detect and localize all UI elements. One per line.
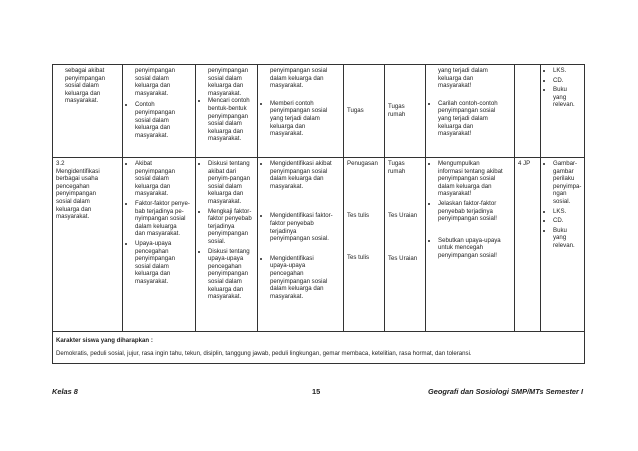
text-line: penyimpangan sosial	[270, 67, 328, 74]
cell-time-cont	[515, 65, 541, 158]
text-line: Mengumpulkan	[438, 160, 480, 167]
text-line: keluarga dan	[438, 122, 474, 130]
text-line: masyarakat.	[270, 130, 304, 138]
syllabus-table	[52, 64, 585, 364]
table-row-character	[53, 332, 585, 364]
text-line: penyimpangan	[65, 74, 105, 82]
text-line: penyimpangan sosial!	[438, 251, 497, 259]
text-line: Mengkaji faktor-	[208, 207, 252, 215]
text-line: pencegahan	[208, 262, 242, 270]
text-line: keluarga dan	[65, 89, 101, 97]
text-line: relevan.	[553, 241, 575, 249]
cell-activity-cont	[196, 65, 258, 158]
footer-page-number: 15	[312, 387, 321, 396]
text-line: nyimpangan sosial	[135, 215, 186, 223]
text-line: terjadinya	[208, 222, 235, 230]
text-line: penyimpangan sosial	[438, 175, 496, 183]
text-line: masyarakat.	[135, 277, 169, 285]
text-line: Buku yang	[553, 226, 567, 242]
text-line: Memberi contoh	[270, 99, 314, 107]
text-line: Tugas	[388, 103, 405, 111]
text-line: sosial dalam	[208, 74, 242, 82]
text-line: relevan.	[553, 101, 575, 109]
text-line: perilaku	[553, 175, 575, 183]
text-line: dalam keluarga dan	[270, 285, 324, 293]
text-line: pencegahan	[270, 269, 304, 277]
text-line: sebagai akibat	[65, 67, 105, 74]
list-item	[438, 237, 511, 260]
text-line: Diskusi tentang	[208, 160, 250, 167]
text-line: Upaya-upaya	[135, 239, 172, 247]
text-line: bentuk-bentuk	[208, 104, 247, 112]
text-line: informasi tentang akibat	[438, 167, 503, 175]
text-line: keluarga dan	[208, 127, 244, 135]
footer-book-title: Geografi dan Sosiologi SMP/MTs Semester I	[428, 387, 583, 396]
text-line: keluarga dan	[438, 74, 474, 82]
text-line: penyimpangan	[208, 230, 248, 238]
text-line: sosial.	[553, 197, 571, 205]
text-line: masyarakat.	[56, 213, 90, 221]
list-item	[270, 100, 340, 138]
cell-form-cont	[385, 65, 426, 158]
list-item	[270, 160, 340, 190]
text-line: Buku yang	[553, 86, 567, 101]
text-line: pencegahan	[135, 247, 169, 255]
text-line: keluarga dan	[208, 285, 244, 293]
text-line: keluarga dan	[135, 82, 171, 90]
text-line: upaya-upaya	[208, 255, 244, 263]
text-line: masyarakat.	[65, 97, 99, 105]
technique-value: Tugas	[347, 107, 364, 115]
text-line: masyarakat.	[270, 82, 304, 90]
list-item	[208, 160, 254, 206]
text-line: Contoh	[135, 101, 155, 109]
text-line: rumah	[388, 167, 406, 175]
text-line: penyimpangan	[135, 108, 175, 116]
text-line: sosial dalam	[135, 116, 169, 124]
text-line: sosial dalam	[135, 175, 169, 183]
text-line: rumah	[388, 111, 406, 118]
text-line: Tes Uraian	[388, 254, 418, 262]
list-item	[135, 240, 192, 286]
text-line: masyarakat.	[135, 89, 169, 97]
cell-learning-activity	[196, 158, 258, 332]
text-line: yang terjadi dalam	[270, 114, 320, 122]
text-line: penyimpangan sosial	[270, 167, 328, 175]
text-line: penyimpangan	[135, 67, 175, 74]
technique-3: Tes tulis	[347, 254, 370, 262]
text-line: gambar	[553, 167, 574, 175]
text-line: Mengidentifikasi faktor-	[270, 212, 333, 220]
text-line: Diskusi tentang	[208, 247, 250, 255]
text-line: ngan	[553, 190, 567, 198]
text-line: dalam keluarga	[135, 222, 177, 230]
text-line: Faktor-faktor penye-	[135, 199, 190, 207]
text-line: pencegahan	[56, 182, 90, 190]
cell-time-allocation	[515, 158, 541, 332]
text-line: keluarga dan	[56, 205, 92, 213]
text-line: faktor penyebab	[270, 219, 314, 227]
text-line: masyarakat!	[438, 130, 472, 138]
cell-learning-material	[123, 158, 196, 332]
cell-instrument	[426, 158, 515, 332]
list-item	[438, 200, 511, 223]
text-line: Mencari contoh	[208, 97, 250, 105]
list-item	[438, 160, 511, 198]
text-line: sosial dalam	[135, 262, 169, 270]
cell-basic-competency	[53, 158, 123, 332]
text-line: masyarakat.	[208, 197, 242, 205]
list-item	[135, 160, 192, 198]
text-line: dan masyarakat.	[135, 230, 181, 238]
cell-technique-cont	[344, 65, 385, 158]
text-line: masyarakat!	[438, 190, 472, 198]
text-line: Mengidentifikasi akibat	[270, 160, 332, 167]
text-line: penyim-pangan	[208, 175, 251, 183]
text-line: Mengidentifikasi	[56, 167, 100, 175]
text-line: masyarakat.	[208, 135, 242, 143]
text-line: Tes Uraian	[388, 212, 418, 220]
text-line: sosial dalam	[56, 197, 90, 205]
text-line: penyimpangan sosial	[270, 277, 328, 285]
text-line: Mengidentifikasi	[270, 254, 314, 262]
technique-1: Penugasan	[347, 160, 378, 167]
list-item	[208, 208, 254, 246]
text-line: CD.	[553, 76, 564, 84]
text-line: penyebab terjadinya	[438, 207, 493, 215]
list-item	[553, 217, 581, 225]
list-item	[135, 200, 192, 238]
text-line: LKS.	[553, 207, 567, 215]
text-line: sosial dalam	[208, 277, 242, 285]
text-line: upaya-upaya	[270, 262, 306, 270]
text-line: masyarakat.	[135, 190, 169, 198]
text-line: masyarakat.	[135, 131, 169, 139]
list-item	[553, 86, 581, 109]
text-line: keluarga dan	[270, 122, 306, 130]
text-line: keluarga dan	[208, 190, 244, 198]
text-line: Akibat	[135, 160, 152, 167]
text-line: berbagai usaha	[56, 175, 99, 183]
list-item	[438, 100, 511, 138]
text-line: sosial dalam	[208, 182, 242, 190]
text-line: penyimpangan	[56, 190, 96, 198]
text-line: keluarga dan	[208, 82, 244, 90]
list-item	[270, 255, 340, 301]
kd-number: 3.2	[56, 160, 65, 167]
text-line: penyimpa-	[553, 182, 582, 190]
text-line: masyarakat.	[208, 293, 242, 301]
text-line: masyarakat.	[208, 89, 242, 97]
text-line: CD.	[553, 217, 564, 225]
technique-2: Tes tulis	[347, 211, 370, 219]
text-line: dalam keluarga dan	[270, 74, 324, 82]
text-line: penyimpangan	[208, 112, 248, 120]
cell-material-cont	[123, 65, 196, 158]
cell-character	[53, 332, 585, 364]
text-line: yang terjadi dalam	[438, 114, 488, 122]
text-line: LKS.	[553, 67, 567, 74]
footer-class: Kelas 8	[52, 387, 78, 396]
cell-resource-cont	[541, 65, 585, 158]
character-title: Karakter siswa yang diharapkan :	[56, 337, 153, 344]
list-item	[208, 97, 254, 143]
text-line: dalam keluarga dan	[270, 175, 324, 183]
cell-indicator	[258, 158, 344, 332]
time-value: 4 JP	[518, 160, 531, 167]
text-line: dalam keluarga dan	[438, 182, 492, 190]
list-item	[553, 227, 581, 250]
text-line: keluarga dan	[135, 270, 171, 278]
text-line: akibat dari	[208, 167, 237, 175]
cell-assessment-technique	[344, 158, 385, 332]
text-line: penyimpangan	[135, 255, 175, 263]
text-line: sosial dalam	[65, 82, 99, 90]
text-line: sosial dalam	[135, 74, 169, 82]
list-item	[208, 248, 254, 301]
text-line: terjadinya	[270, 227, 297, 235]
text-line: Tugas	[388, 160, 405, 167]
text-line: masyarakat.	[270, 292, 304, 300]
text-line: faktor penyebab	[208, 215, 252, 223]
text-line: penyimpangan sosial!	[438, 215, 497, 223]
cell-competency-cont	[53, 65, 123, 158]
text-line: keluarga dan	[135, 182, 171, 190]
table-row-continuation	[53, 65, 585, 158]
cell-indicator-cont	[258, 65, 344, 158]
list-item	[270, 212, 340, 242]
list-item	[553, 160, 581, 206]
text-line: bab terjadinya pe-	[135, 207, 184, 215]
text-line: penyimpangan sosial	[438, 107, 496, 115]
text-line: penyimpangan	[135, 167, 175, 175]
text-line: yang terjadi dalam	[438, 67, 488, 74]
text-line: Carilah contoh-contoh	[438, 99, 498, 107]
table-row-kd-3-2	[53, 158, 585, 332]
list-item	[553, 77, 581, 85]
text-line: Jelaskan faktor-faktor	[438, 199, 497, 207]
cell-assessment-form	[385, 158, 426, 332]
text-line: penyimpangan sosial	[270, 107, 328, 115]
text-line: masyarakat!	[438, 82, 472, 90]
text-line: sosial dalam	[208, 120, 242, 128]
text-line: penyimpangan	[208, 270, 248, 278]
list-item	[553, 208, 581, 216]
text-line: masyarakat.	[270, 182, 304, 190]
text-line: penyimpangan sosial.	[270, 235, 329, 243]
text-line: Gambar-	[553, 160, 578, 167]
cell-instrument-cont	[426, 65, 515, 158]
text-line: penyimpangan	[208, 67, 248, 74]
text-line: sosial.	[208, 237, 226, 245]
list-item	[553, 67, 581, 75]
text-line: untuk mencegah	[438, 244, 484, 252]
character-text: Demokratis, peduli sosial, jujur, rasa ingin tahu, tekun, disiplin, tanggung jawab, peduli lingkungan, gemar membaca, ketelitian, rasa hormat, dan toleransi.	[56, 349, 472, 357]
text-line: keluarga dan	[135, 124, 171, 132]
cell-learning-resource	[541, 158, 585, 332]
text-line: Sebutkan upaya-upaya	[438, 236, 501, 244]
list-item	[135, 101, 192, 139]
